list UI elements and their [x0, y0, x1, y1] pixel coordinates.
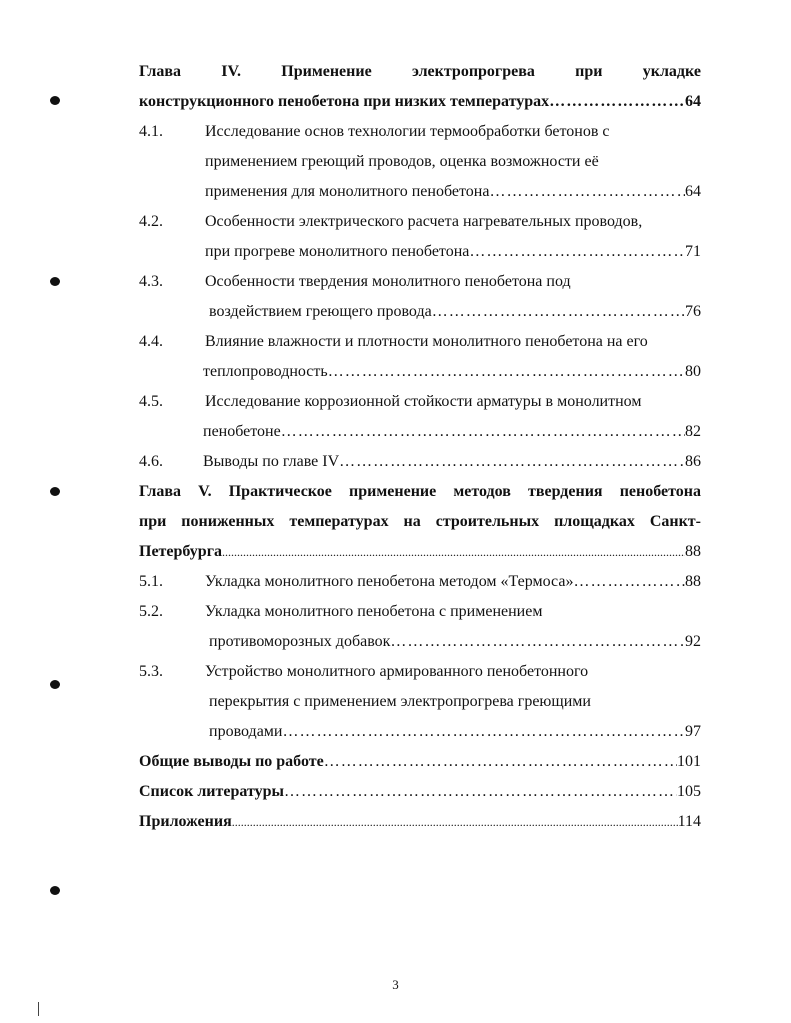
section-number: 4.5. — [139, 393, 163, 410]
section-number: 4.6. — [139, 453, 163, 470]
section-last-line — [205, 570, 701, 594]
section-number: 4.3. — [139, 273, 163, 290]
section-text: Выводы по главе IV — [203, 453, 340, 470]
heading-word: Глава — [139, 63, 181, 80]
page-ref: 64 — [685, 183, 701, 200]
chapter-4-heading-line-2 — [139, 90, 701, 114]
heading-word: IV. — [221, 63, 241, 80]
page-ref: 86 — [685, 453, 701, 470]
section-text: Укладка монолитного пенобетона с применением — [205, 603, 543, 620]
page-ref: 114 — [677, 813, 701, 830]
page-ref: 92 — [685, 633, 701, 650]
section-text: применения для монолитного пенобетона — [205, 183, 490, 200]
section-number: 4.4. — [139, 333, 163, 350]
dot-leader — [281, 420, 685, 444]
section-text: Устройство монолитного армированного пенобетонного — [205, 663, 589, 680]
heading-text: конструкционного пенобетона при низких температурах — [139, 93, 550, 110]
page-ref: 82 — [685, 423, 701, 440]
section-text: Особенности твердения монолитного пенобетона под — [205, 273, 571, 290]
entry-text: Общие выводы по работе — [139, 753, 324, 770]
heading-text: Петербурга — [139, 543, 222, 560]
dot-leader — [222, 540, 685, 564]
entry-text: Приложения — [139, 813, 232, 830]
section-last-line — [209, 630, 701, 654]
section-last-line — [209, 300, 701, 324]
dot-leader — [232, 810, 678, 834]
section-text: проводами — [209, 723, 283, 740]
binding-hole-mark — [50, 487, 60, 496]
section-text: Особенности электрического расчета нагревательных проводов, — [205, 213, 643, 230]
dot-leader — [284, 780, 677, 804]
binding-hole-mark — [50, 680, 60, 689]
section-text: перекрытия с применением электропрогрева греющими — [209, 693, 591, 710]
page-ref: 101 — [677, 753, 701, 770]
section-number: 4.1. — [139, 123, 163, 140]
heading-word: при — [575, 63, 603, 80]
dot-leader — [339, 450, 685, 474]
section-last-line — [205, 180, 701, 204]
section-text: противоморозных добавок — [209, 633, 391, 650]
section-text: теплопроводность — [203, 363, 328, 380]
toc-entry-conclusions — [139, 750, 701, 774]
entry-text: Список литературы — [139, 783, 284, 800]
section-last-line — [205, 240, 701, 264]
section-text: применением греющий проводов, оценка возможности её — [205, 153, 599, 170]
dot-leader — [573, 570, 685, 594]
section-number: 5.2. — [139, 603, 163, 620]
dot-leader — [282, 720, 685, 744]
section-text: пенобетоне — [203, 423, 281, 440]
section-number: 5.1. — [139, 573, 163, 590]
section-text: Укладка монолитного пенобетона методом «Термоса» — [205, 573, 574, 590]
chapter-5-heading-line-3 — [139, 540, 701, 564]
page-ref: 97 — [685, 723, 701, 740]
binding-hole-mark — [50, 886, 60, 895]
dot-leader — [489, 180, 685, 204]
dot-leader — [549, 90, 685, 114]
dot-leader — [390, 630, 685, 654]
margin-scan-mark — [38, 1002, 39, 1016]
dot-leader — [328, 360, 685, 384]
section-number: 5.3. — [139, 663, 163, 680]
section-number: 4.2. — [139, 213, 163, 230]
page-ref: 71 — [685, 243, 701, 260]
toc-entry-appendices — [139, 810, 701, 834]
section-text: Исследование коррозионной стойкости арматуры в монолитном — [205, 393, 642, 410]
section-last-line — [209, 720, 701, 744]
page-number: 3 — [392, 977, 399, 992]
toc-entry-references — [139, 780, 701, 804]
section-last-line — [203, 420, 701, 444]
section-text: Исследование основ технологии термообработки бетонов с — [205, 123, 610, 140]
section-last-line — [203, 450, 701, 474]
dot-leader — [469, 240, 685, 264]
page-ref: 105 — [677, 783, 701, 800]
binding-hole-mark — [50, 277, 60, 286]
chapter-5-heading-line-1: Глава V. Практическое применение методов твердения пенобетона — [139, 483, 701, 500]
page-ref: 64 — [685, 93, 701, 110]
dot-leader — [432, 300, 685, 324]
page-ref: 88 — [685, 573, 701, 590]
page-ref: 80 — [685, 363, 701, 380]
chapter-4-heading-line-1 — [139, 60, 701, 84]
section-text: при прогреве монолитного пенобетона — [205, 243, 470, 260]
section-text: воздействием греющего провода — [209, 303, 432, 320]
page-ref: 76 — [685, 303, 701, 320]
heading-word: электропрогрева — [411, 63, 535, 80]
heading-word: укладке — [642, 63, 701, 80]
page-ref: 88 — [685, 543, 701, 560]
dot-leader — [324, 750, 677, 774]
chapter-5-heading-line-2: при пониженных температурах на строительных площадках Санкт- — [139, 513, 701, 530]
heading-word: Применение — [281, 63, 372, 80]
section-text: Влияние влажности и плотности монолитного пенобетона на его — [205, 333, 648, 350]
section-last-line — [203, 360, 701, 384]
binding-hole-mark — [50, 96, 60, 105]
